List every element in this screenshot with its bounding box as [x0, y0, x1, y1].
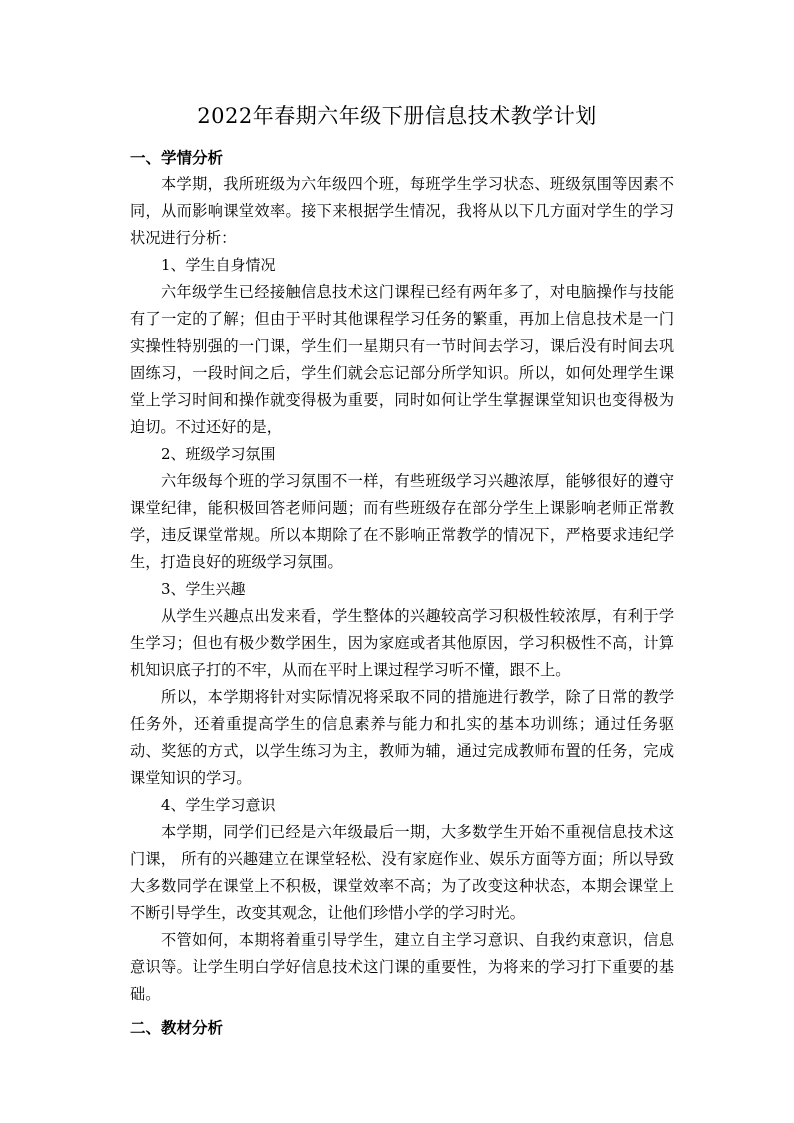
paragraph-student-interest: 从学生兴趣点出发来看，学生整体的兴趣较高学习积极性较浓厚，有利于学生学习；但也有极少数学困生，因为家庭或者其他原因，学习积极性不高，计算机知识底子打的不牢，从而在平时上课过程学习听不懂，跟不上。 — [130, 607, 674, 679]
paragraph-guidance: 不管如何，本期将着重引导学生，建立自主学习意识、自我约束意识，信息意识等。让学生明白学好信息技术这门课的重要性，为将来的学习打下重要的基础。 — [130, 931, 674, 1003]
subheading-class-atmosphere: 2、班级学习氛围 — [161, 445, 276, 463]
document-title: 2022年春期六年级下册信息技术教学计划 — [197, 104, 597, 128]
paragraph-teaching-measures: 所以，本学期将针对实际情况将采取不同的措施进行教学，除了日常的教学任务外，还着重提高学生的信息素养与能力和扎实的基本功训练；通过任务驱动、奖惩的方式，以学生练习为主，教师为辅，通过完成教师布置的任务，完成课堂知识的学习。 — [130, 688, 674, 787]
section-heading-textbook-analysis: 二、教材分析 — [130, 1018, 224, 1037]
subheading-learning-awareness: 4、学生学习意识 — [161, 796, 276, 814]
paragraph-student-situation: 六年级学生已经接触信息技术这门课程已经有两年多了，对电脑操作与技能有了一定的了解；但由于平时其他课程学习任务的繁重，再加上信息技术是一门实操性特别强的一门课，学生们一星期只有一节时间去学习，课后没有时间去巩固练习，一段时间之后，学生们就会忘记部分所学知识。所以，如何处理学生课堂上学习时间和操作就变得极为重要，同时如何让学生掌握课堂知识也变得极为迫切。不过还好的是， — [130, 283, 674, 436]
document-body — [130, 144, 674, 1041]
subheading-student-interest: 3、学生兴趣 — [161, 580, 246, 598]
paragraph-learning-awareness: 本学期，同学们已经是六年级最后一期，大多数学生开始不重视信息技术这门课， 所有的兴趣建立在课堂轻松、没有家庭作业、娱乐方面等方面；所以导致大多数同学在课堂上不积极，课堂效率不高；为了改变这种状态，本期会课堂上不断引导学生，改变其观念，让他们珍惜小学的学习时光。 — [130, 823, 674, 922]
paragraph-class-atmosphere: 六年级每个班的学习氛围不一样，有些班级学习兴趣浓厚，能够很好的遵守课堂纪律，能积极回答老师问题；而有些班级存在部分学生上课影响老师正常教学，违反课堂常规。所以本期除了在不影响正常教学的情况下，严格要求违纪学生，打造良好的班级学习氛围。 — [130, 472, 674, 571]
section-heading-learning-analysis: 一、学情分析 — [130, 148, 224, 167]
subheading-student-situation: 1、学生自身情况 — [161, 256, 276, 274]
section-intro-paragraph: 本学期，我所班级为六年级四个班，每班学生学习状态、班级氛围等因素不同，从而影响课堂效率。接下来根据学生情况，我将从以下几方面对学生的学习状况进行分析： — [130, 175, 674, 247]
